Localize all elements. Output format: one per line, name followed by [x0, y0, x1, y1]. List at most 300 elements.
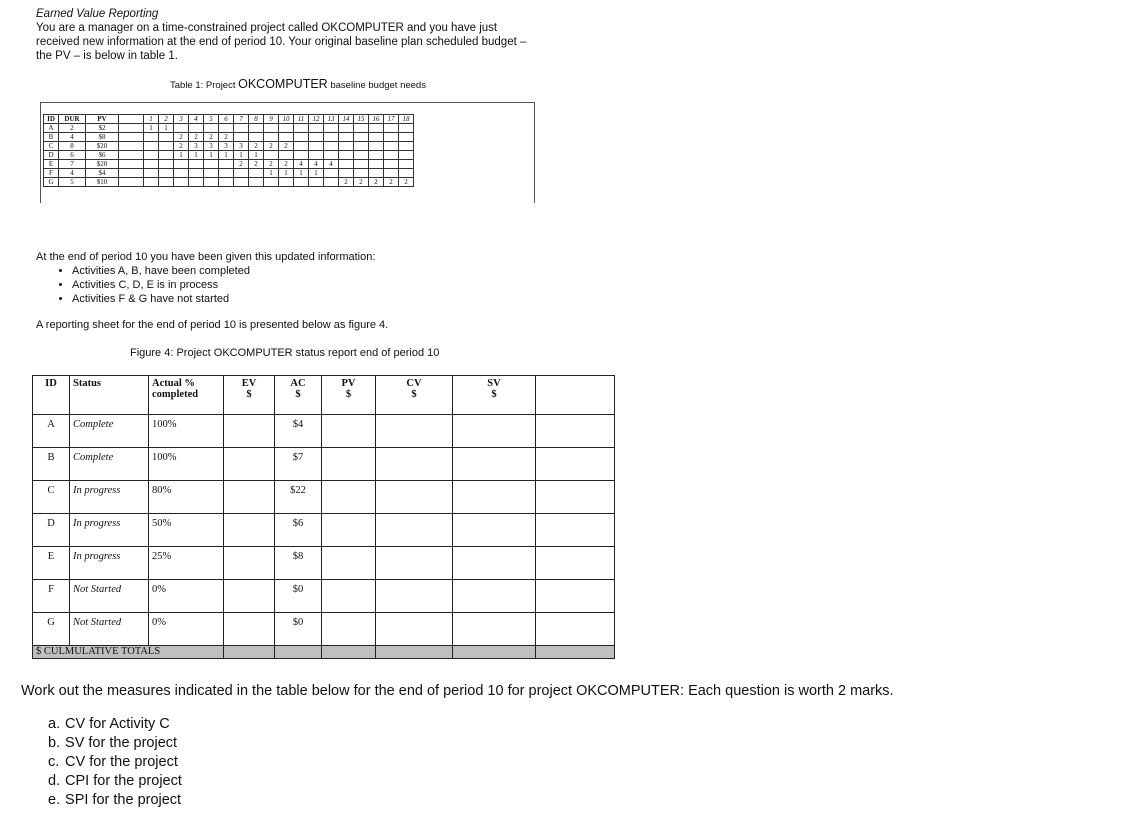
table1-period-cell	[264, 133, 279, 142]
table1-period-header: 10	[279, 115, 294, 124]
table1-cell-id: E	[44, 160, 59, 169]
cell-status: In progress	[70, 547, 149, 580]
cell-id: E	[33, 547, 70, 580]
table1-period-cell	[294, 124, 309, 133]
table1-period-cell	[384, 142, 399, 151]
table1-period-cell	[174, 124, 189, 133]
table1-period-cell: 2	[264, 160, 279, 169]
figure4-caption: Figure 4: Project OKCOMPUTER status report end of period 10	[130, 347, 440, 359]
table1-period-cell	[204, 169, 219, 178]
table1-period-cell	[324, 178, 339, 187]
list-item: • Activities C, D, E is in process	[72, 278, 375, 292]
table-row	[44, 142, 414, 151]
table1-period-cell	[384, 160, 399, 169]
cell-ev	[224, 547, 275, 580]
cell-actual-pct: 100%	[149, 448, 224, 481]
table1-header-dur: DUR	[59, 115, 86, 124]
header-actual	[149, 376, 224, 415]
cell-pv	[322, 580, 376, 613]
figure4-intro: A reporting sheet for the end of period 10 is presented below as figure 4.	[36, 319, 389, 331]
table-row	[44, 133, 414, 142]
table1-period-cell: 1	[219, 151, 234, 160]
table1-period-cell	[399, 133, 414, 142]
part-text: SPI for the project	[65, 792, 182, 808]
table1-period-cell	[369, 142, 384, 151]
cell-ac: $0	[275, 580, 322, 613]
table1-caption-suffix: baseline budget needs	[327, 80, 426, 91]
list-item	[48, 772, 182, 791]
table1-period-header: 1	[144, 115, 159, 124]
baseline-budget-table	[43, 114, 414, 187]
table-row	[33, 580, 615, 613]
table1-period-cell	[144, 178, 159, 187]
table1-period-cell	[339, 169, 354, 178]
table-row	[44, 151, 414, 160]
table1-period-cell: 3	[219, 142, 234, 151]
table1-period-header: 17	[384, 115, 399, 124]
table1-period-header: 13	[324, 115, 339, 124]
table1-period-cell	[249, 133, 264, 142]
cell-status: Not Started	[70, 613, 149, 646]
totals-cell	[536, 646, 615, 659]
header-blank	[536, 376, 615, 415]
table1-period-cell	[399, 142, 414, 151]
table1-period-header: 16	[369, 115, 384, 124]
table1-period-cell	[249, 169, 264, 178]
cell-cv	[376, 448, 453, 481]
cell-ev	[224, 448, 275, 481]
header-ev-line1: EV	[241, 378, 257, 389]
header-ev-line2: $	[246, 389, 252, 400]
table1-cell-dur: 7	[59, 160, 86, 169]
table1-period-header: 14	[339, 115, 354, 124]
totals-label: $ CULMULATIVE TOTALS	[33, 646, 224, 659]
table1-period-cell	[234, 133, 249, 142]
update-list	[36, 264, 375, 306]
cell-ev	[224, 481, 275, 514]
table-header-row	[33, 376, 615, 415]
cell-ac: $0	[275, 613, 322, 646]
table1-caption-prefix: Table 1: Project	[170, 80, 239, 91]
table1-period-cell	[324, 124, 339, 133]
totals-row	[33, 646, 615, 659]
table1-period-cell	[354, 151, 369, 160]
table1-period-cell: 1	[189, 151, 204, 160]
table1-cell-spacer	[119, 124, 144, 133]
cell-sv	[453, 580, 536, 613]
totals-cell	[322, 646, 376, 659]
question-text: Work out the measures indicated in the table below for the end of period 10 for project OKCOMPUTER: Each question is worth 2 marks.	[21, 683, 894, 699]
cell-id: D	[33, 514, 70, 547]
table1-period-cell: 1	[234, 151, 249, 160]
table1-period-cell	[279, 178, 294, 187]
cell-ev	[224, 514, 275, 547]
table1-period-cell	[144, 169, 159, 178]
cell-ac: $22	[275, 481, 322, 514]
cell-sv	[453, 514, 536, 547]
table1-period-cell	[384, 124, 399, 133]
table1-caption-project: OKCOMPUTER	[238, 77, 328, 91]
cell-pv	[322, 481, 376, 514]
table1-period-cell	[354, 133, 369, 142]
table1-header-id: ID	[44, 115, 59, 124]
cell-pv	[322, 547, 376, 580]
table1-cell-id: F	[44, 169, 59, 178]
table-row	[33, 514, 615, 547]
table-row	[33, 415, 615, 448]
cell-status: Not Started	[70, 580, 149, 613]
cell-pv	[322, 514, 376, 547]
header-actual-line1: Actual %	[152, 378, 195, 389]
table1-period-cell: 2	[204, 133, 219, 142]
table1-period-cell: 2	[219, 133, 234, 142]
cell-ac: $4	[275, 415, 322, 448]
table1-period-cell	[339, 142, 354, 151]
table1-period-header: 5	[204, 115, 219, 124]
table1-period-cell	[399, 160, 414, 169]
table1-header-pv: PV	[86, 115, 119, 124]
header-ev	[224, 376, 275, 415]
table-row	[33, 481, 615, 514]
table1-period-cell	[264, 124, 279, 133]
table1-period-cell: 2	[264, 142, 279, 151]
cell-pv	[322, 613, 376, 646]
cell-blank	[536, 580, 615, 613]
table1-period-header: 7	[234, 115, 249, 124]
table1-period-cell	[399, 151, 414, 160]
header-id: ID	[33, 376, 70, 415]
table1-period-cell	[159, 133, 174, 142]
cell-sv	[453, 448, 536, 481]
table1-period-header: 15	[354, 115, 369, 124]
table-row	[33, 613, 615, 646]
table1-cell-spacer	[119, 151, 144, 160]
table1-period-cell	[384, 151, 399, 160]
header-pv-line1: PV	[341, 378, 356, 389]
header-pv	[322, 376, 376, 415]
table-row	[44, 160, 414, 169]
table1-cell-spacer	[119, 178, 144, 187]
table1-period-cell	[354, 169, 369, 178]
table1-period-cell: 3	[189, 142, 204, 151]
table1-period-cell: 2	[399, 178, 414, 187]
table-row	[44, 169, 414, 178]
table1-period-cell	[159, 169, 174, 178]
cell-cv	[376, 613, 453, 646]
cell-ev	[224, 580, 275, 613]
totals-cell	[224, 646, 275, 659]
table1-cell-id: G	[44, 178, 59, 187]
table1-period-cell: 1	[144, 124, 159, 133]
table1-period-cell	[159, 142, 174, 151]
table1-header-spacer	[119, 115, 144, 124]
part-marker: a.	[48, 716, 61, 732]
table1-period-cell	[249, 178, 264, 187]
cell-pv	[322, 448, 376, 481]
part-marker: b.	[48, 735, 61, 751]
table1-period-cell: 1	[174, 151, 189, 160]
table1-period-cell	[234, 169, 249, 178]
table1-header-row	[44, 115, 414, 124]
cell-ac: $8	[275, 547, 322, 580]
header-ac-line2: $	[295, 389, 301, 400]
table1-period-cell	[159, 160, 174, 169]
table1-period-cell	[339, 151, 354, 160]
table1-period-cell	[144, 142, 159, 151]
header-pv-line2: $	[345, 389, 352, 400]
table1-period-header: 8	[249, 115, 264, 124]
table1-period-cell: 2	[249, 142, 264, 151]
table1-period-cell	[324, 169, 339, 178]
intro-line-3: the PV – is below in table 1.	[36, 50, 178, 62]
table1-period-cell	[339, 133, 354, 142]
table1-period-cell	[339, 124, 354, 133]
table1-period-cell	[204, 178, 219, 187]
table1-period-cell: 1	[279, 169, 294, 178]
cell-ac: $7	[275, 448, 322, 481]
table1-period-cell	[309, 124, 324, 133]
table1-cell-id: B	[44, 133, 59, 142]
table1-period-cell	[144, 160, 159, 169]
table1-cell-spacer	[119, 142, 144, 151]
table1-period-cell	[189, 178, 204, 187]
cell-sv	[453, 481, 536, 514]
table1-period-cell: 2	[249, 160, 264, 169]
table1-period-cell	[279, 133, 294, 142]
list-item	[48, 791, 182, 810]
cell-status: Complete	[70, 415, 149, 448]
table1-period-cell: 1	[264, 169, 279, 178]
header-status: Status	[70, 376, 149, 415]
table1-period-cell	[309, 142, 324, 151]
table1-period-cell: 2	[234, 160, 249, 169]
table1-cell-id: D	[44, 151, 59, 160]
header-cv-line2: $	[411, 389, 417, 400]
table1-caption	[170, 77, 426, 91]
totals-cell	[453, 646, 536, 659]
cell-cv	[376, 514, 453, 547]
table1-period-cell	[324, 133, 339, 142]
table1-period-cell	[204, 160, 219, 169]
table1-period-cell	[369, 124, 384, 133]
table1-period-cell	[309, 133, 324, 142]
table1-period-cell	[174, 160, 189, 169]
table1-cell-pv: $8	[86, 133, 119, 142]
table1-period-cell	[309, 151, 324, 160]
table1-period-cell: 2	[174, 133, 189, 142]
table1-period-cell: 1	[249, 151, 264, 160]
cell-status: In progress	[70, 481, 149, 514]
cell-id: B	[33, 448, 70, 481]
table-row	[33, 547, 615, 580]
cell-status: In progress	[70, 514, 149, 547]
table1-cell-id: C	[44, 142, 59, 151]
table1-period-cell: 2	[339, 178, 354, 187]
table1-cell-pv: $10	[86, 178, 119, 187]
table1-cell-pv: $20	[86, 160, 119, 169]
question-parts	[48, 715, 182, 810]
header-sv-line1: SV	[487, 378, 501, 389]
cell-ev	[224, 415, 275, 448]
table1-period-cell	[294, 151, 309, 160]
table1-period-cell: 2	[279, 160, 294, 169]
header-ac	[275, 376, 322, 415]
table1-period-cell: 1	[159, 124, 174, 133]
table1-cell-spacer	[119, 160, 144, 169]
table1-cell-dur: 8	[59, 142, 86, 151]
cell-actual-pct: 80%	[149, 481, 224, 514]
cell-pv	[322, 415, 376, 448]
table1-period-cell	[369, 169, 384, 178]
table-row	[44, 124, 414, 133]
table1-period-cell	[294, 133, 309, 142]
table1-period-cell	[189, 169, 204, 178]
table1-period-cell: 3	[234, 142, 249, 151]
part-marker: c.	[48, 754, 60, 770]
table1-period-cell	[369, 133, 384, 142]
table1-period-cell: 3	[204, 142, 219, 151]
table1-period-cell	[144, 133, 159, 142]
table1-cell-pv: $6	[86, 151, 119, 160]
intro-section	[36, 7, 596, 63]
table1-period-cell	[174, 178, 189, 187]
table1-cell-dur: 6	[59, 151, 86, 160]
table1-cell-spacer	[119, 133, 144, 142]
table1-period-header: 2	[159, 115, 174, 124]
cell-actual-pct: 100%	[149, 415, 224, 448]
table1-period-cell	[219, 178, 234, 187]
part-text: SV for the project	[65, 735, 178, 751]
intro-line-1: You are a manager on a time-constrained project called OKCOMPUTER and you have just	[36, 22, 498, 34]
cell-sv	[453, 547, 536, 580]
table1-period-cell	[204, 124, 219, 133]
cell-status: Complete	[70, 448, 149, 481]
cell-id: C	[33, 481, 70, 514]
cell-blank	[536, 448, 615, 481]
header-actual-line2: completed	[152, 389, 199, 400]
cell-actual-pct: 25%	[149, 547, 224, 580]
table1-period-cell	[309, 178, 324, 187]
table1-period-cell	[264, 151, 279, 160]
table1-period-header: 3	[174, 115, 189, 124]
table1-period-cell	[324, 142, 339, 151]
cell-id: F	[33, 580, 70, 613]
table1-period-cell: 2	[189, 133, 204, 142]
table1-period-cell	[369, 151, 384, 160]
table1-period-cell	[339, 160, 354, 169]
cell-cv	[376, 481, 453, 514]
table1-period-cell	[234, 178, 249, 187]
table1-period-cell	[219, 124, 234, 133]
table1-period-header: 9	[264, 115, 279, 124]
table1-period-cell	[189, 160, 204, 169]
table1-period-cell	[354, 160, 369, 169]
cell-blank	[536, 514, 615, 547]
cell-cv	[376, 415, 453, 448]
table1-cell-pv: $2	[86, 124, 119, 133]
table1-period-cell	[279, 151, 294, 160]
table1-period-cell: 1	[309, 169, 324, 178]
cell-blank	[536, 415, 615, 448]
part-text: CPI for the project	[65, 773, 182, 789]
table1-period-cell: 2	[369, 178, 384, 187]
table1-period-cell	[159, 178, 174, 187]
table1-period-cell	[174, 169, 189, 178]
table1-period-cell	[294, 142, 309, 151]
table1-period-cell	[279, 124, 294, 133]
cell-id: G	[33, 613, 70, 646]
cell-actual-pct: 0%	[149, 580, 224, 613]
table1-period-header: 6	[219, 115, 234, 124]
table1-period-cell: 2	[384, 178, 399, 187]
part-marker: e.	[48, 792, 61, 808]
table1-cell-dur: 2	[59, 124, 86, 133]
header-ac-line1: AC	[290, 378, 306, 389]
cell-blank	[536, 481, 615, 514]
cell-actual-pct: 50%	[149, 514, 224, 547]
table1-cell-dur: 4	[59, 169, 86, 178]
cell-id: A	[33, 415, 70, 448]
table1-period-cell: 4	[324, 160, 339, 169]
table1-period-cell	[219, 169, 234, 178]
table1-period-cell	[399, 124, 414, 133]
section-title: Earned Value Reporting	[36, 8, 159, 20]
cell-cv	[376, 580, 453, 613]
table1-period-cell	[324, 151, 339, 160]
update-section	[36, 250, 375, 306]
cell-ev	[224, 613, 275, 646]
table1-period-cell	[189, 124, 204, 133]
table1-period-header: 12	[309, 115, 324, 124]
table1-period-cell	[354, 142, 369, 151]
table1-period-cell: 4	[294, 160, 309, 169]
table1-period-cell: 4	[309, 160, 324, 169]
header-sv	[453, 376, 536, 415]
table1-period-cell: 1	[204, 151, 219, 160]
table-row	[44, 178, 414, 187]
table1-cell-pv: $20	[86, 142, 119, 151]
table1-period-cell: 2	[174, 142, 189, 151]
table1-period-cell: 1	[294, 169, 309, 178]
cell-cv	[376, 547, 453, 580]
table1-period-cell: 2	[354, 178, 369, 187]
header-sv-line2: $	[491, 389, 497, 400]
list-item: • Activities F & G have not started	[72, 292, 375, 306]
table1-period-header: 18	[399, 115, 414, 124]
table1-period-cell	[264, 178, 279, 187]
table1-period-cell	[354, 124, 369, 133]
table1-period-cell	[399, 169, 414, 178]
header-cv	[376, 376, 453, 415]
table1-period-header: 11	[294, 115, 309, 124]
part-marker: d.	[48, 773, 61, 789]
table1-period-cell	[384, 169, 399, 178]
part-text: CV for Activity C	[65, 716, 170, 732]
table1-cell-spacer	[119, 169, 144, 178]
table1-period-cell	[159, 151, 174, 160]
table1-period-cell	[249, 124, 264, 133]
table1-period-cell	[294, 178, 309, 187]
cell-sv	[453, 613, 536, 646]
header-cv-line1: CV	[406, 378, 422, 389]
update-intro: At the end of period 10 you have been given this updated information:	[36, 251, 376, 263]
cell-ac: $6	[275, 514, 322, 547]
table1-cell-id: A	[44, 124, 59, 133]
cell-actual-pct: 0%	[149, 613, 224, 646]
list-item	[48, 734, 182, 753]
table1-period-header: 4	[189, 115, 204, 124]
totals-cell	[376, 646, 453, 659]
